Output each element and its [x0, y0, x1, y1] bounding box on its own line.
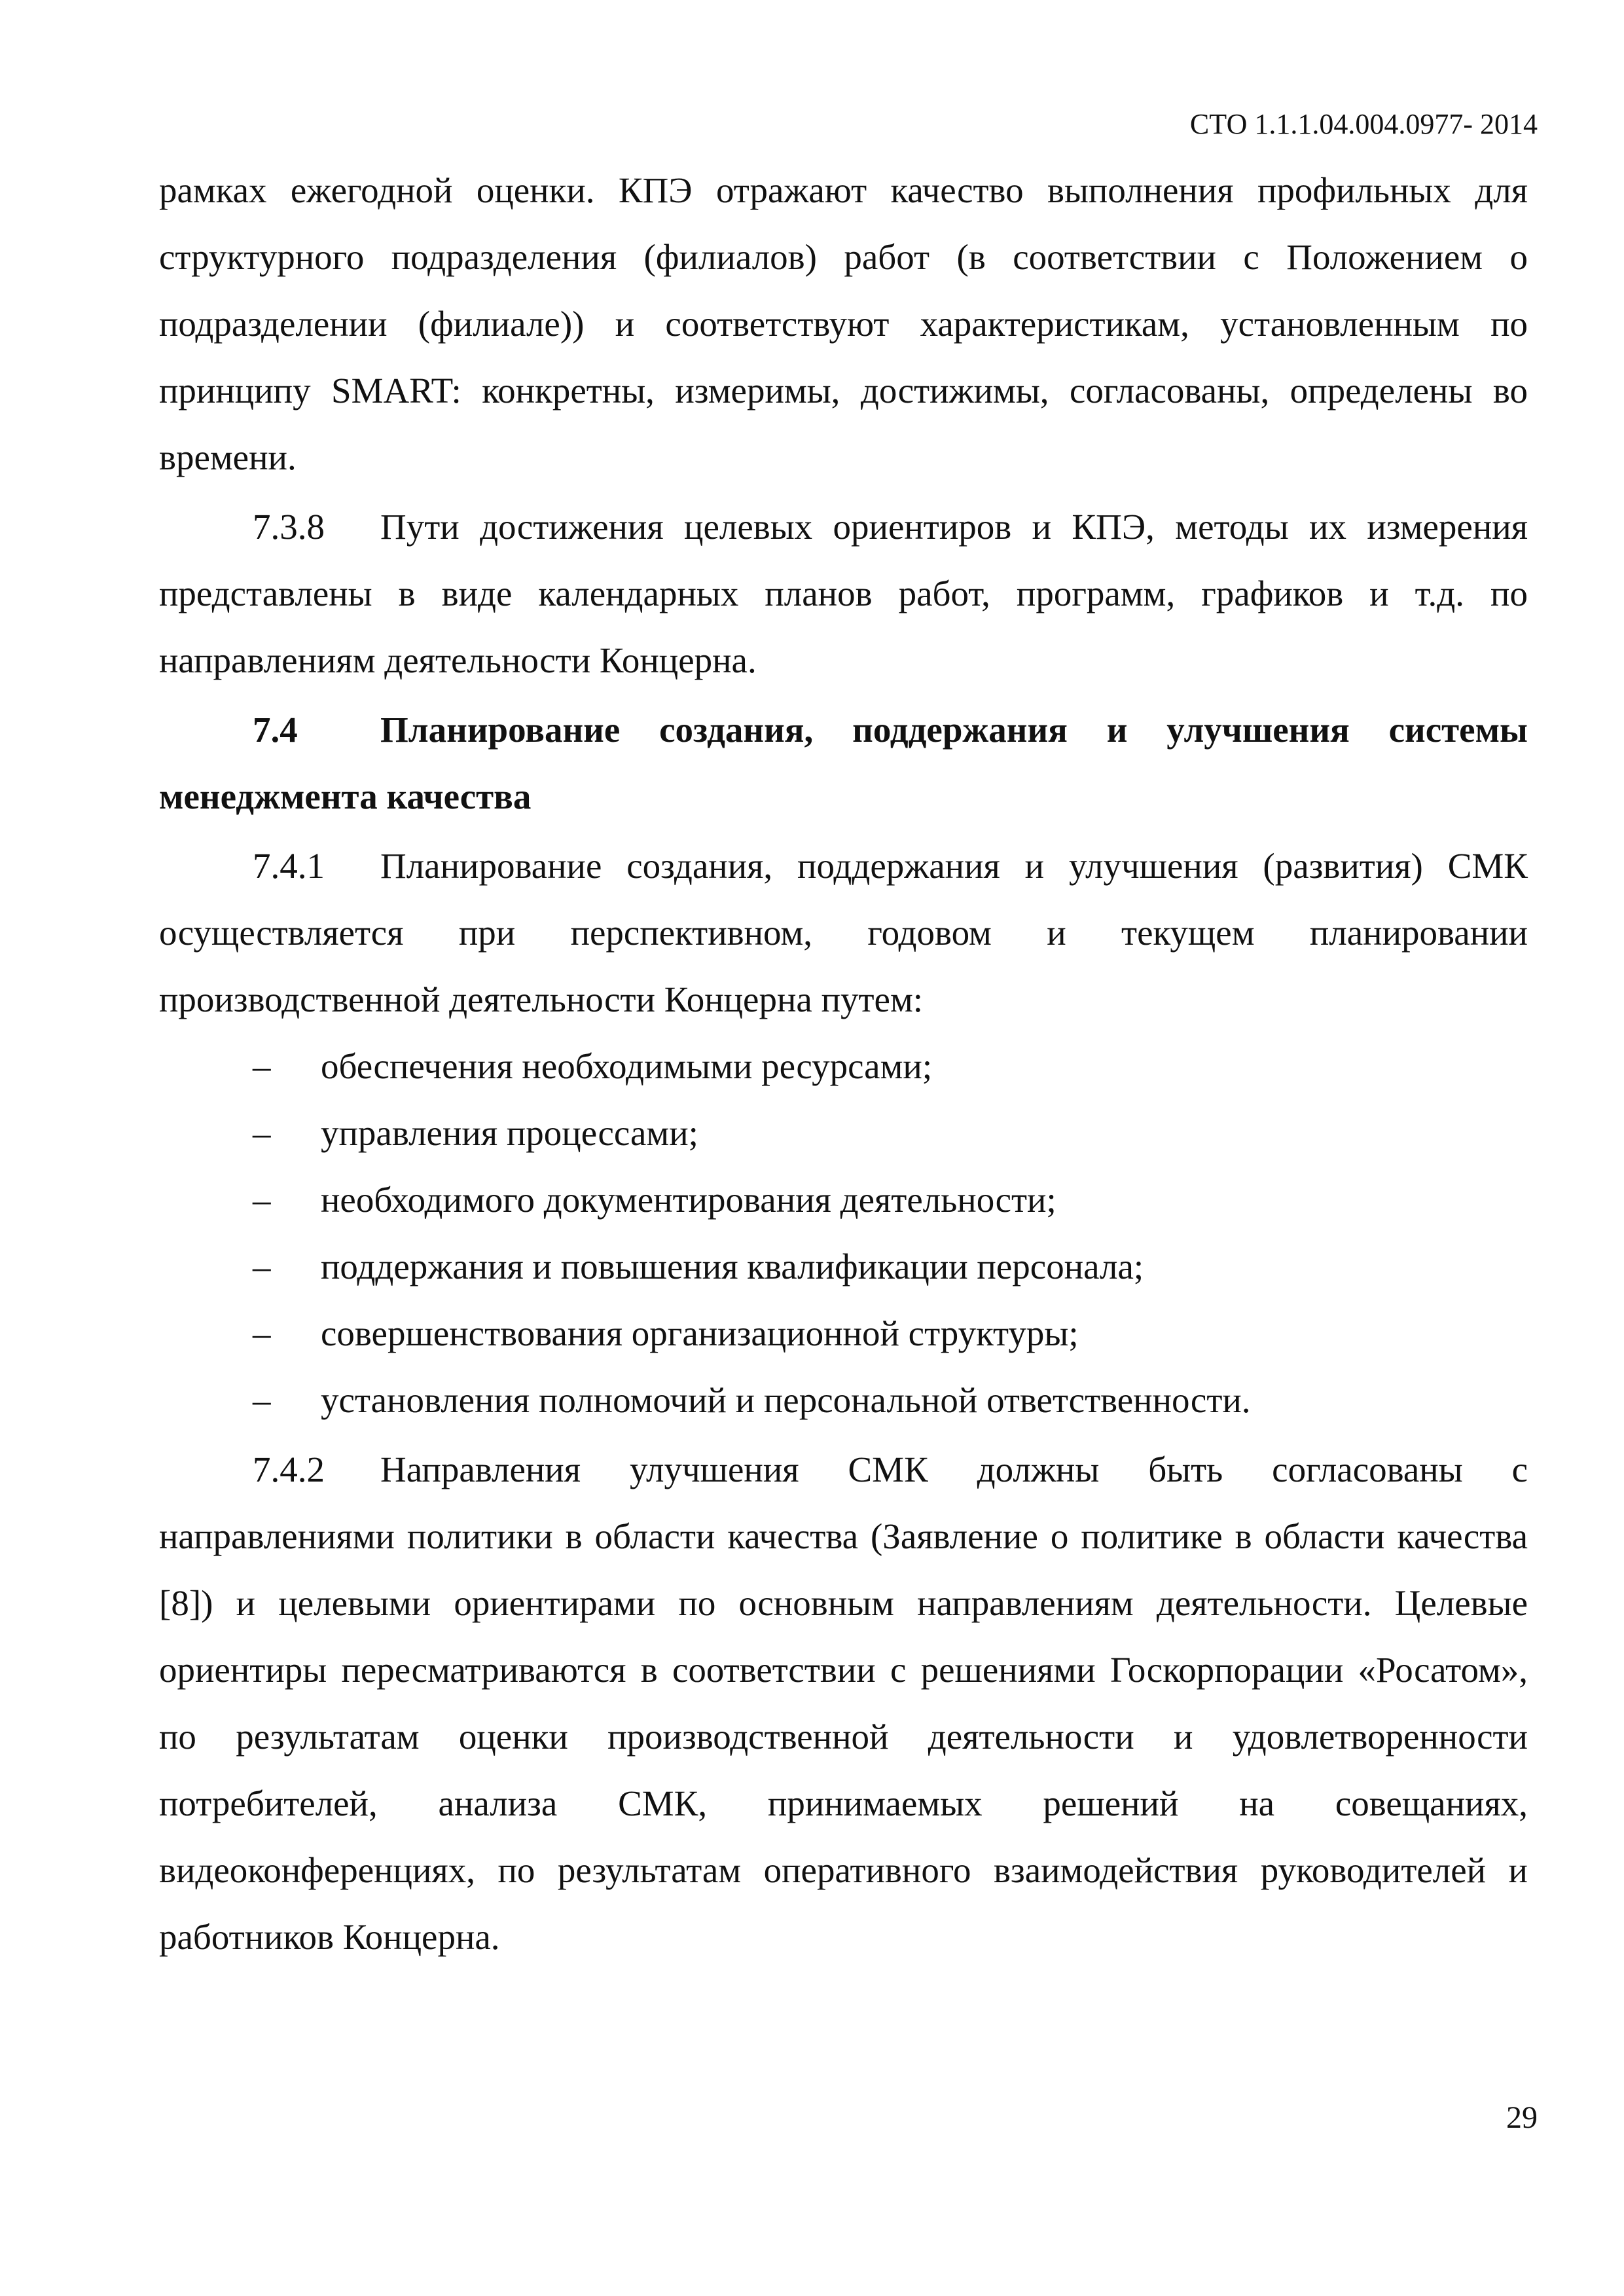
- dash-bullet: –: [253, 1380, 271, 1420]
- section-number: 7.4: [253, 710, 298, 750]
- list-item: [253, 1033, 1528, 1100]
- page-body: [159, 157, 1528, 1971]
- paragraph-7-3-8: [159, 494, 1528, 694]
- list-item-text: установления полномочий и персональной ответственности.: [321, 1380, 1251, 1420]
- dash-bullet: –: [253, 1313, 271, 1353]
- list-item: [253, 1233, 1528, 1300]
- paragraph-continued: рамках ежегодной оценки. КПЭ отражают качество выполнения профильных для структурного подразделения (филиалов) работ (в соответствии с Положением о подразделении (филиале)) и соответствуют характеристикам, установленным по принципу SMART: конкретны, измеримы, достижимы, согласованы, определены во времени.: [159, 170, 1528, 477]
- list-item: [253, 1367, 1528, 1434]
- paragraph-7-4-2: [159, 1436, 1528, 1971]
- list-item-text: управления процессами;: [321, 1113, 698, 1153]
- dash-list: [159, 1033, 1528, 1434]
- section-heading-7-4: [159, 697, 1528, 830]
- list-item-text: необходимого документирования деятельности;: [321, 1180, 1056, 1220]
- document-code: СТО 1.1.1.04.004.0977- 2014: [1189, 108, 1538, 140]
- clause-number: 7.3.8: [253, 507, 325, 547]
- dash-bullet: –: [253, 1180, 271, 1220]
- dash-bullet: –: [253, 1046, 271, 1086]
- clause-number: 7.4.2: [253, 1449, 325, 1489]
- clause-number: 7.4.1: [253, 846, 325, 886]
- dash-bullet: –: [253, 1247, 271, 1286]
- clause-text: Планирование создания, поддержания и улучшения (развития) СМК осуществляется при перспективном, годовом и текущем планировании производственной деятельности Концерна путем:: [159, 846, 1528, 1019]
- list-item-text: поддержания и повышения квалификации персонала;: [321, 1247, 1144, 1286]
- clause-text: Пути достижения целевых ориентиров и КПЭ, методы их измерения представлены в виде календарных планов работ, программ, графиков и т.д. по направлениям деятельности Концерна.: [159, 507, 1528, 680]
- list-item: [253, 1167, 1528, 1233]
- paragraph-7-4-1: [159, 833, 1528, 1033]
- page-number: 29: [1506, 2100, 1538, 2135]
- section-title: Планирование создания, поддержания и улучшения системы менеджмента качества: [159, 710, 1528, 816]
- list-item-text: совершенствования организационной структуры;: [321, 1313, 1079, 1353]
- dash-bullet: –: [253, 1113, 271, 1153]
- list-item: [253, 1100, 1528, 1167]
- list-item: [253, 1300, 1528, 1367]
- list-item-text: обеспечения необходимыми ресурсами;: [321, 1046, 933, 1086]
- clause-text: Направления улучшения СМК должны быть согласованы с направлениями политики в области качества (Заявление о политике в области качества [8]) и целевыми ориентирами по основным направлениям деятельности. Целевые ориентиры пересматриваются в соответствии с решениями Госкорпорации «Росатом», по результатам оценки производственной деятельности и удовлетворенности потребителей, анализа СМК, принимаемых решений на совещаниях, видеоконференциях, по результатам оперативного взаимодействия руководителей и работников Концерна.: [159, 1449, 1528, 1957]
